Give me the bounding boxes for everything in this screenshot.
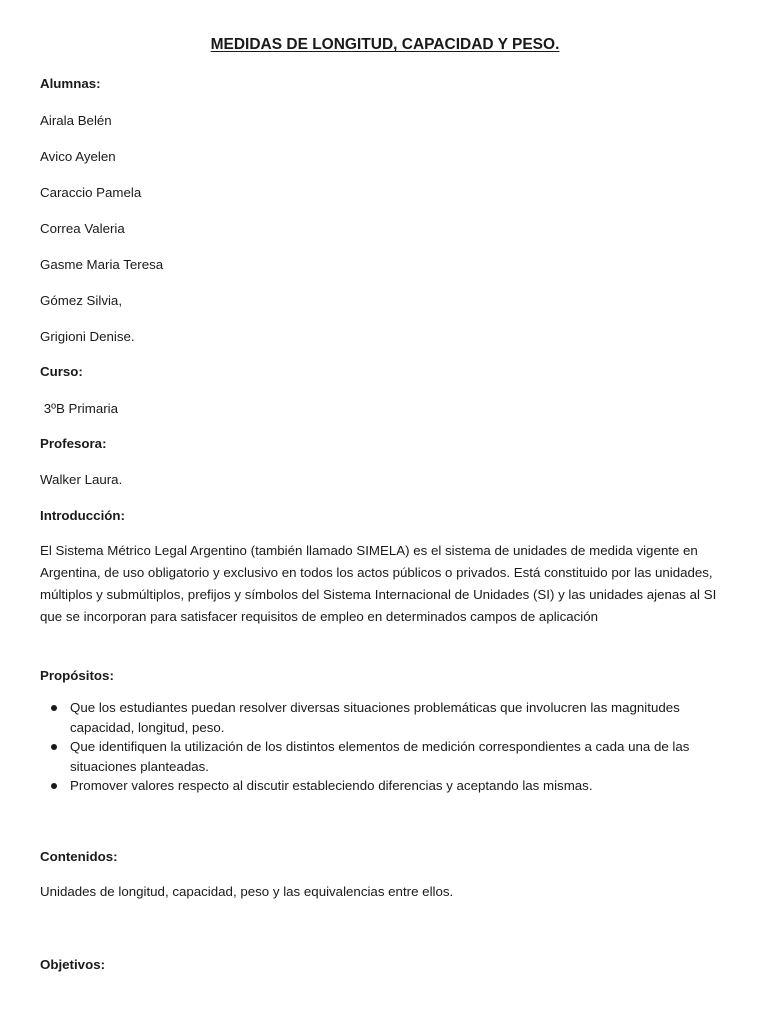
list-item — [40, 737, 730, 776]
contents-label: Contenidos: — [40, 849, 118, 864]
teacher-label: Profesora: — [40, 436, 107, 451]
objectives-label: Objetivos: — [40, 957, 106, 972]
bullet-icon — [51, 705, 57, 711]
list-item — [40, 776, 730, 796]
bullet-icon — [51, 783, 57, 789]
students-label: Alumnas: — [40, 76, 101, 91]
student-name: Gómez Silvia, — [40, 293, 123, 308]
teacher-value: Walker Laura. — [40, 472, 123, 487]
student-name: Airala Belén — [40, 113, 112, 128]
list-item — [40, 698, 730, 737]
contents-text: Unidades de longitud, capacidad, peso y las equivalencias entre ellos. — [40, 884, 454, 899]
introduction-label: Introducción: — [40, 508, 125, 523]
purposes-label: Propósitos: — [40, 668, 114, 683]
purpose-text: Que los estudiantes puedan resolver diversas situaciones problemáticas que involucren las magnitudes capacidad, longitud, peso. — [70, 700, 680, 735]
purposes-list — [40, 698, 730, 796]
student-name: Correa Valeria — [40, 221, 125, 236]
purpose-text: Que identifiquen la utilización de los distintos elementos de medición correspondientes a cada una de las situaciones planteadas. — [70, 739, 690, 774]
course-value: 3ºB Primaria — [40, 401, 119, 416]
purpose-text: Promover valores respecto al discutir estableciendo diferencias y aceptando las mismas. — [70, 778, 593, 793]
student-name: Avico Ayelen — [40, 149, 116, 164]
student-name: Gasme Maria Teresa — [40, 257, 164, 272]
course-label: Curso: — [40, 364, 83, 379]
student-name: Caraccio Pamela — [40, 185, 142, 200]
student-name: Grigioni Denise. — [40, 329, 135, 344]
introduction-paragraph: El Sistema Métrico Legal Argentino (también llamado SIMELA) es el sistema de unidades de medida vigente en Argentina, de uso obligatorio y exclusivo en todos los actos públicos o privados. Está constituido por las unidades, múltiplos y submúltiplos, prefijos y símbolos del Sistema Internacional de Unidades (SI) y las unidades ajenas al SI que se incorporan para satisfacer requisitos de empleo en determinados campos de aplicación — [40, 543, 717, 624]
bullet-icon — [51, 744, 57, 750]
document-title: MEDIDAS DE LONGITUD, CAPACIDAD Y PESO. — [210, 36, 560, 53]
